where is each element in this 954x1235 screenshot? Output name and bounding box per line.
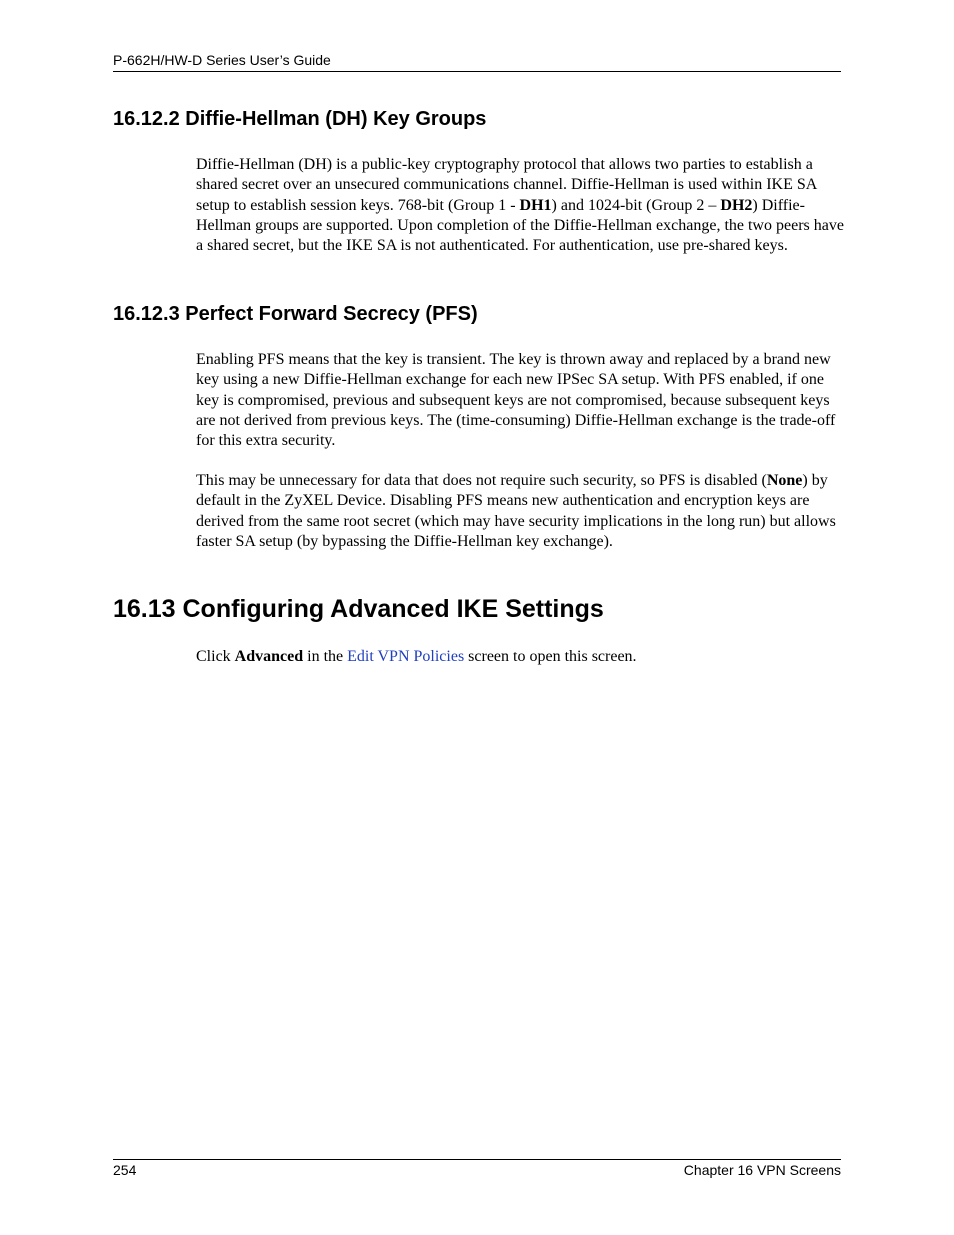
paragraph-pfs-description: Enabling PFS means that the key is transient. The key is thrown away and replaced by a brand new key using a new Diffie-Hellman exchange for each new IPSec SA setup. With PFS enabled, if one key is compromised, previous and subsequent keys are not compromised, because subsequent keys are not derived from previous keys. The (time-consuming) Diffie-Hellman exchange is the trade-off for this extra security.: [196, 351, 836, 450]
edit-vpn-policies-link[interactable]: Edit VPN Policies: [347, 648, 465, 665]
paragraph-dh-description: Diffie-Hellman (DH) is a public-key cryptography protocol that allows two parties to establish a shared secret over an unsecured communications channel. Diffie-Hellman is used within IKE SA setup to establish session keys. 768-bit (Group 1 - DH1) and 1024-bit (Group 2 – DH2) Diffie-Hellman groups are supported. Upon completion of the Diffie-Hellman exchange, the two peers have a shared secret, but the IKE SA is not authenticated. For authentication, use pre-shared keys.: [196, 156, 844, 255]
paragraph-pfs-default: This may be unnecessary for data that does not require such security, so PFS is disabled (None) by default in the ZyXEL Device. Disabling PFS means new authentication and encryption keys are derived from the same root secret (which may have security implications in the long run) but allows faster SA setup (by bypassing the Diffie-Hellman key exchange).: [196, 472, 836, 550]
running-header-title: P-662H/HW-D Series User’s Guide: [113, 52, 331, 68]
footer-chapter-title: Chapter 16 VPN Screens: [683, 1162, 841, 1178]
paragraph-advanced-instructions: Click Advanced in the Edit VPN Policies screen to open this screen.: [196, 648, 637, 665]
footer-rule: [113, 1159, 841, 1160]
page-number: 254: [113, 1162, 137, 1178]
header-rule: [113, 71, 841, 72]
section-heading-pfs: 16.12.3 Perfect Forward Secrecy (PFS): [113, 303, 478, 325]
section-heading-dh-key-groups: 16.12.2 Diffie-Hellman (DH) Key Groups: [113, 108, 487, 130]
section-heading-advanced-ike: 16.13 Configuring Advanced IKE Settings: [113, 595, 604, 623]
